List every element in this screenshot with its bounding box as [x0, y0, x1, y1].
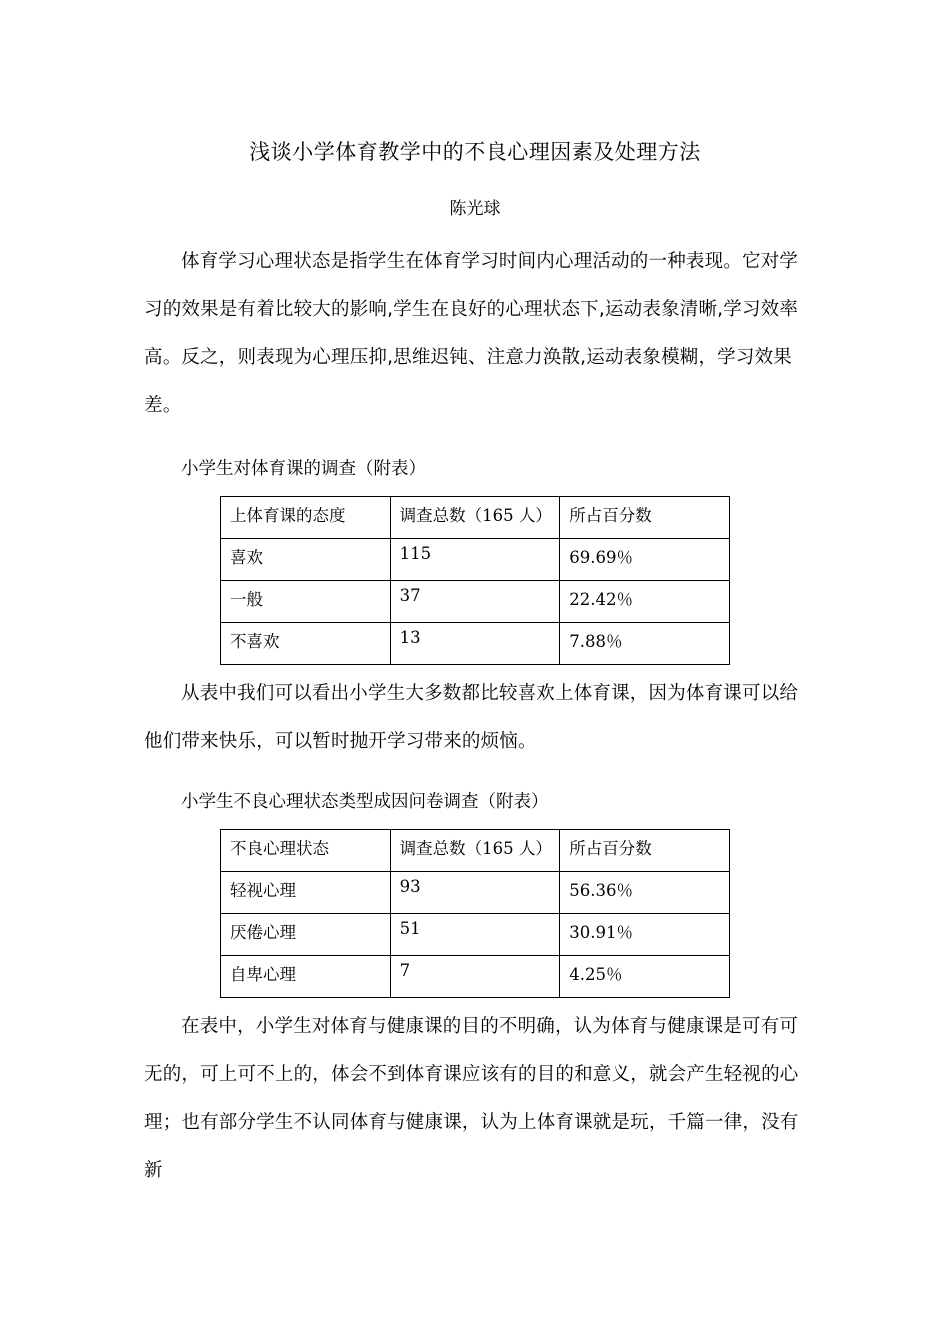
table-header-cell: 上体育课的态度	[221, 497, 391, 539]
table-header-row	[221, 497, 730, 539]
paragraph-table1-analysis: 从表中我们可以看出小学生大多数都比较喜欢上体育课，因为体育课可以给他们带来快乐，可以暂时抛开学习带来的烦恼。	[144, 683, 799, 752]
table-row	[221, 914, 730, 956]
paragraph-segment: 在表中，小学生对体育与健康课的目的不明确，认为体育与健康课是可有可无的，可上可不上的，体会不到体育课应该有的目的和意义，就会产生	[144, 1016, 799, 1085]
table-cell: 115	[390, 539, 560, 581]
table2-caption: 小学生不良心理状态类型成因问卷调查（附表）	[181, 792, 549, 812]
survey-table-attitude	[220, 496, 730, 665]
table-cell: 7.88％	[560, 623, 730, 665]
table-row	[221, 539, 730, 581]
table-cell: 22.42％	[560, 581, 730, 623]
survey-table-negative-psychology	[220, 829, 730, 998]
paragraph-intro: 体育学习心理状态是指学生在体育学习时间内心理活动的一种表现。它对学习的效果是有着比较大的影响,学生在良好的心理状态下,运动表象清晰,学习效率高。反之，则表现为心理压抑,思维迟钝、注意力涣散,运动表象模糊，学习效果差。	[144, 251, 799, 416]
table-cell: 56.36％	[560, 872, 730, 914]
table-row	[221, 956, 730, 998]
table-header-cell: 所占百分数	[560, 830, 730, 872]
paragraph-segment: 体育与健康课，认为上体育课就是玩，千篇一律，没有新	[144, 1112, 799, 1181]
table-header-cell: 调查总数（165 人）	[390, 497, 560, 539]
paragraph-segment-serif: 轻视的心理；也有部分学生不认同	[144, 1064, 799, 1133]
table-header-cell: 所占百分数	[560, 497, 730, 539]
table-cell: 不喜欢	[221, 623, 391, 665]
table-cell: 轻视心理	[221, 872, 391, 914]
table-cell: 13	[390, 623, 560, 665]
table-cell: 69.69％	[560, 539, 730, 581]
table-header-row	[221, 830, 730, 872]
table-row	[221, 623, 730, 665]
table-row	[221, 581, 730, 623]
table-cell: 7	[390, 956, 560, 998]
author-name: 陈光球	[449, 199, 501, 219]
table-cell: 37	[390, 581, 560, 623]
table1-caption: 小学生对体育课的调查（附表）	[181, 459, 426, 479]
table-header-cell: 调查总数（165 人）	[390, 830, 560, 872]
table-header-cell: 不良心理状态	[221, 830, 391, 872]
table-cell: 一般	[221, 581, 391, 623]
table-cell: 自卑心理	[221, 956, 391, 998]
table-cell: 厌倦心理	[221, 914, 391, 956]
table-cell: 喜欢	[221, 539, 391, 581]
table-cell: 30.91％	[560, 914, 730, 956]
document-title: 浅谈小学体育教学中的不良心理因素及处理方法	[249, 140, 701, 164]
table-cell: 4.25％	[560, 956, 730, 998]
table-row	[221, 872, 730, 914]
table-cell: 51	[390, 914, 560, 956]
paragraph-table2-analysis	[144, 1003, 814, 1195]
table-cell: 93	[390, 872, 560, 914]
